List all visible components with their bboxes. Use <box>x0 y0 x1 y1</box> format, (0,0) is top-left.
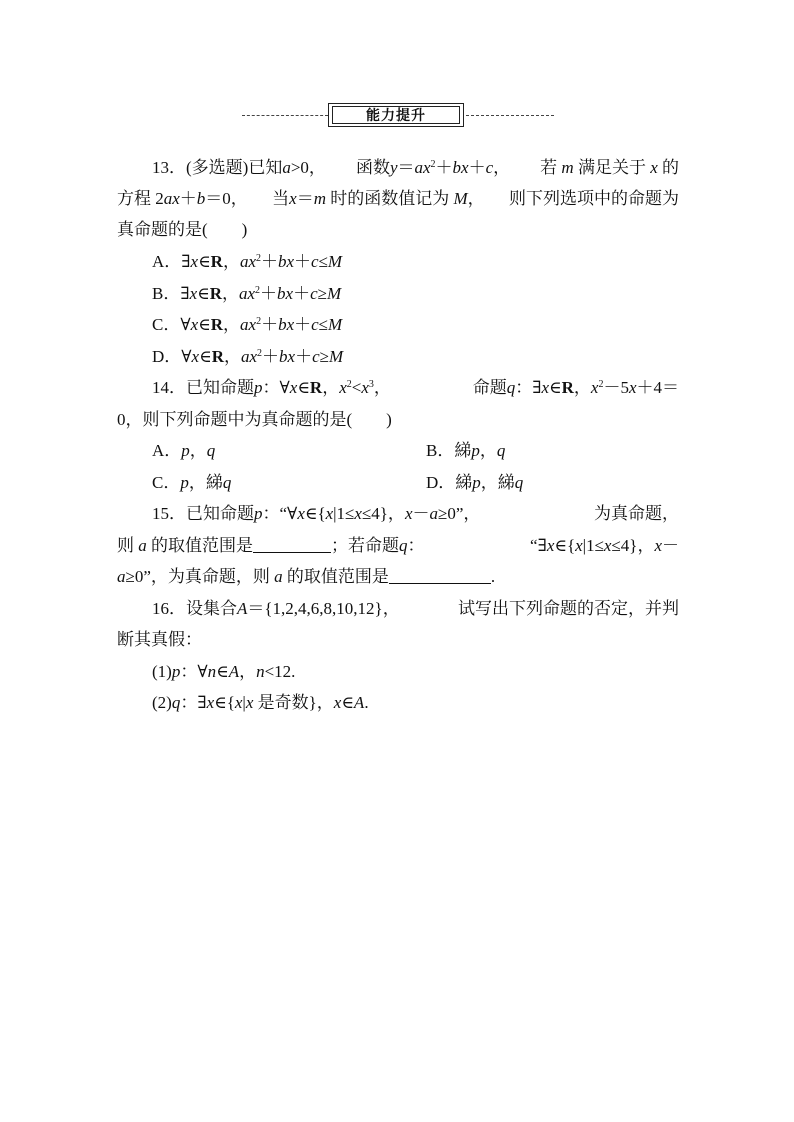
header-dash-right <box>466 115 554 116</box>
q13-function: 函数$y=ax^2+bx+c$， <box>355 158 511 177</box>
q15-line-2 <box>117 536 679 556</box>
q13-text-tail: 则下列选项中的命题为 <box>508 189 679 208</box>
header-title: 能力提升 <box>332 106 460 124</box>
section-header <box>242 103 554 129</box>
q16-line-2: 断其真假： <box>117 630 202 649</box>
q13-line-2 <box>117 189 679 209</box>
q13-option-b: B．∃x∈R，$ax^2+bx+c\ge M$ <box>152 284 342 303</box>
q15-blank-1-prompt: 则 a 的取值范围是 ；若命题q： <box>117 536 425 555</box>
q13-m: 若 m 满足关于 x 的 <box>540 158 679 177</box>
q14-option-b: B．綈p，q <box>426 441 506 460</box>
q14-option-a: A．p，q <box>152 441 216 460</box>
q14-p: 14．已知命题p：∀x∈R，$x^2<x^3$， <box>152 378 391 397</box>
q15-p: 15．已知命题p：“∀x∈{x|1≤x≤4}，x－a≥0”， <box>152 504 481 523</box>
q13-option-d: D．∀x∈R，$ax^2+bx+c\ge M$ <box>152 347 344 366</box>
q16-line-1 <box>152 599 679 619</box>
q16-text: 试写出下列命题的否定，并判 <box>458 599 679 618</box>
q14-line-2: 0，则下列命题中为真命题的是( ) <box>117 410 392 429</box>
header-dash-left <box>242 115 328 116</box>
answer-blank-1[interactable] <box>253 536 331 553</box>
q15-line-1 <box>152 504 679 524</box>
q15-text: 为真命题， <box>594 504 679 523</box>
header-box <box>328 103 464 127</box>
q15-line-3: a≥0”，为真命题，则 a 的取值范围是 . <box>117 567 496 586</box>
q13-when: 当x＝m 时的函数值记为 M， <box>272 189 485 208</box>
q14-option-c: C．p，綈q <box>152 473 232 492</box>
q15-q: “∃x∈{x|1≤x≤4}，x－ <box>530 536 679 555</box>
q13-option-c: C．∀x∈R，$ax^2+bx+c\le M$ <box>152 315 343 334</box>
q13-line-3: 真命题的是( ) <box>117 220 248 239</box>
q16-set: 16．设集合A＝{1,2,4,6,8,10,12}， <box>152 599 400 618</box>
q14-q: 命题q：∃x∈R，$x^2-5x+4=$ <box>472 378 679 397</box>
q14-line-1 <box>152 378 679 398</box>
answer-blank-2[interactable] <box>389 567 491 584</box>
q13-option-a: A．∃x∈R，$ax^2+bx+c\le M$ <box>152 252 343 271</box>
q16-part-2: (2)q：∃x∈{x|x 是奇数}，x∈A. <box>152 693 369 712</box>
q13-equation: 方程 2ax＋b＝0， <box>117 189 248 208</box>
q14-option-d: D．綈p，綈q <box>426 473 524 492</box>
q13-line-1 <box>152 158 679 178</box>
q13-text: 13．(多选题)已知a>0， <box>152 158 326 177</box>
q16-part-1: (1)p：∀n∈A，n<12. <box>152 662 296 681</box>
